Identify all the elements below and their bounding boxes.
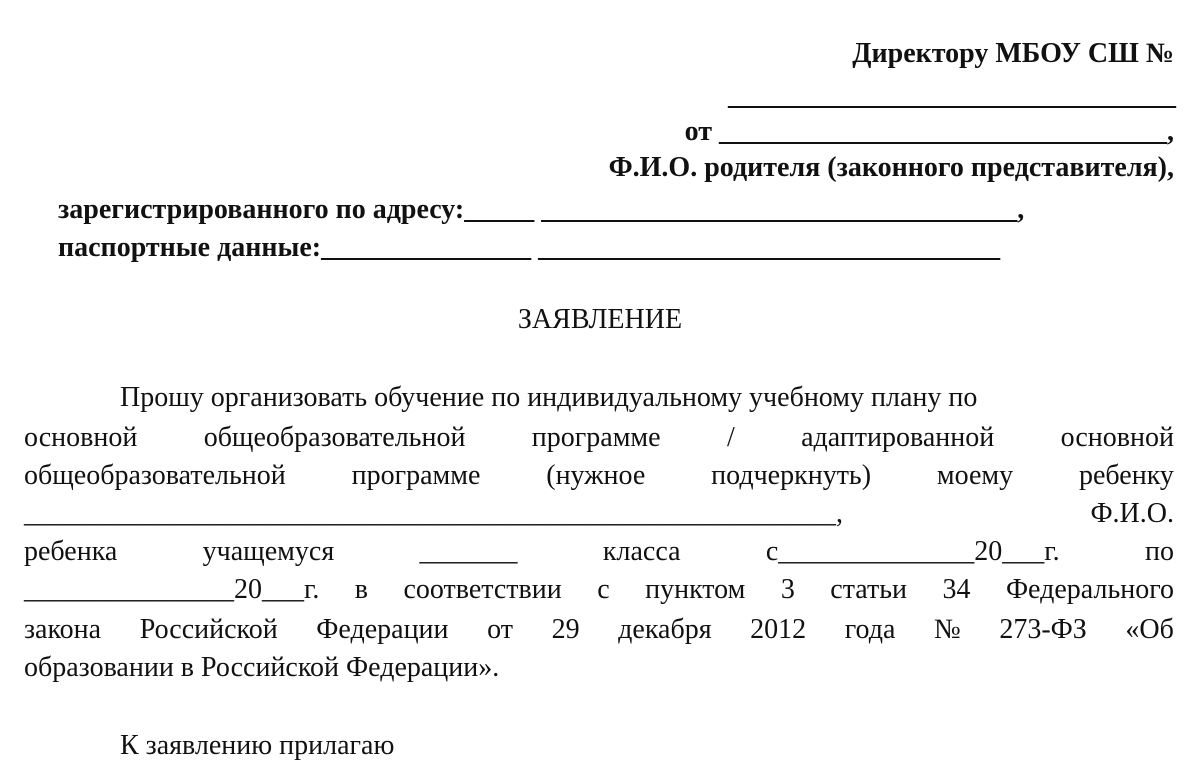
addressee-line: Директору МБОУ СШ №	[852, 38, 1174, 69]
word: «Об	[1125, 614, 1174, 645]
body-line-6	[24, 576, 1174, 604]
body-line-5	[24, 538, 1174, 566]
child-name-blank: __________________________________________________________,	[24, 498, 843, 529]
word: подчеркнуть)	[711, 460, 872, 491]
attachment-line: К заявлению прилагаю	[120, 730, 395, 761]
word: №	[934, 614, 961, 645]
word: 3	[780, 574, 795, 605]
word: общеобразовательной	[203, 422, 466, 453]
word: основной	[24, 422, 138, 453]
word: ребенка	[24, 536, 118, 567]
word: ребенку	[1079, 460, 1174, 491]
word: класса	[602, 536, 681, 567]
body-line-2	[24, 424, 1174, 452]
address-line: зарегистрированного по адресу:_____ __________________________________,	[58, 194, 1025, 225]
body-line-8: образовании в Российской Федерации».	[24, 652, 500, 683]
word: закона	[24, 614, 102, 645]
passport-line: паспортные данные:_______________ _________________________________	[58, 232, 1001, 263]
word: Федерального	[1005, 574, 1174, 605]
class-blank: _______	[419, 536, 518, 567]
word: в	[354, 574, 369, 605]
from-line: от ________________________________,	[684, 116, 1174, 147]
body-line-1: Прошу организовать обучение по индивидуальному учебному плану по	[120, 382, 978, 413]
word: соответствии	[403, 574, 562, 605]
word: Ф.И.О.	[1090, 498, 1174, 529]
parent-name-caption: Ф.И.О. родителя (законного представителя),	[608, 152, 1174, 183]
word: 2012	[750, 614, 807, 645]
addressee-blank-line: ________________________________	[728, 80, 1176, 111]
body-line-3	[24, 462, 1174, 490]
word: моему	[936, 460, 1014, 491]
word: 273-ФЗ	[999, 614, 1087, 645]
start-date-blank: с______________20___г.	[765, 536, 1060, 567]
word: /	[726, 422, 735, 453]
word: программе	[531, 422, 661, 453]
word: по	[1144, 536, 1174, 567]
word: основной	[1060, 422, 1174, 453]
word: декабря	[618, 614, 712, 645]
word: программе	[351, 460, 481, 491]
word: учащемуся	[202, 536, 335, 567]
word: от	[487, 614, 513, 645]
word: Российской	[139, 614, 278, 645]
word: года	[844, 614, 896, 645]
body-line-4	[24, 500, 1174, 528]
word: 29	[551, 614, 580, 645]
body-line-7	[24, 616, 1174, 644]
word: (нужное	[546, 460, 646, 491]
document-title: ЗАЯВЛЕНИЕ	[517, 304, 683, 335]
word: адаптированной	[801, 422, 995, 453]
word: статьи	[830, 574, 907, 605]
word: 34	[942, 574, 971, 605]
word: Федерации	[316, 614, 449, 645]
word: общеобразовательной	[24, 460, 286, 491]
word: пунктом	[645, 574, 746, 605]
word: с	[597, 574, 610, 605]
end-date-blank: _______________20___г.	[24, 574, 320, 605]
